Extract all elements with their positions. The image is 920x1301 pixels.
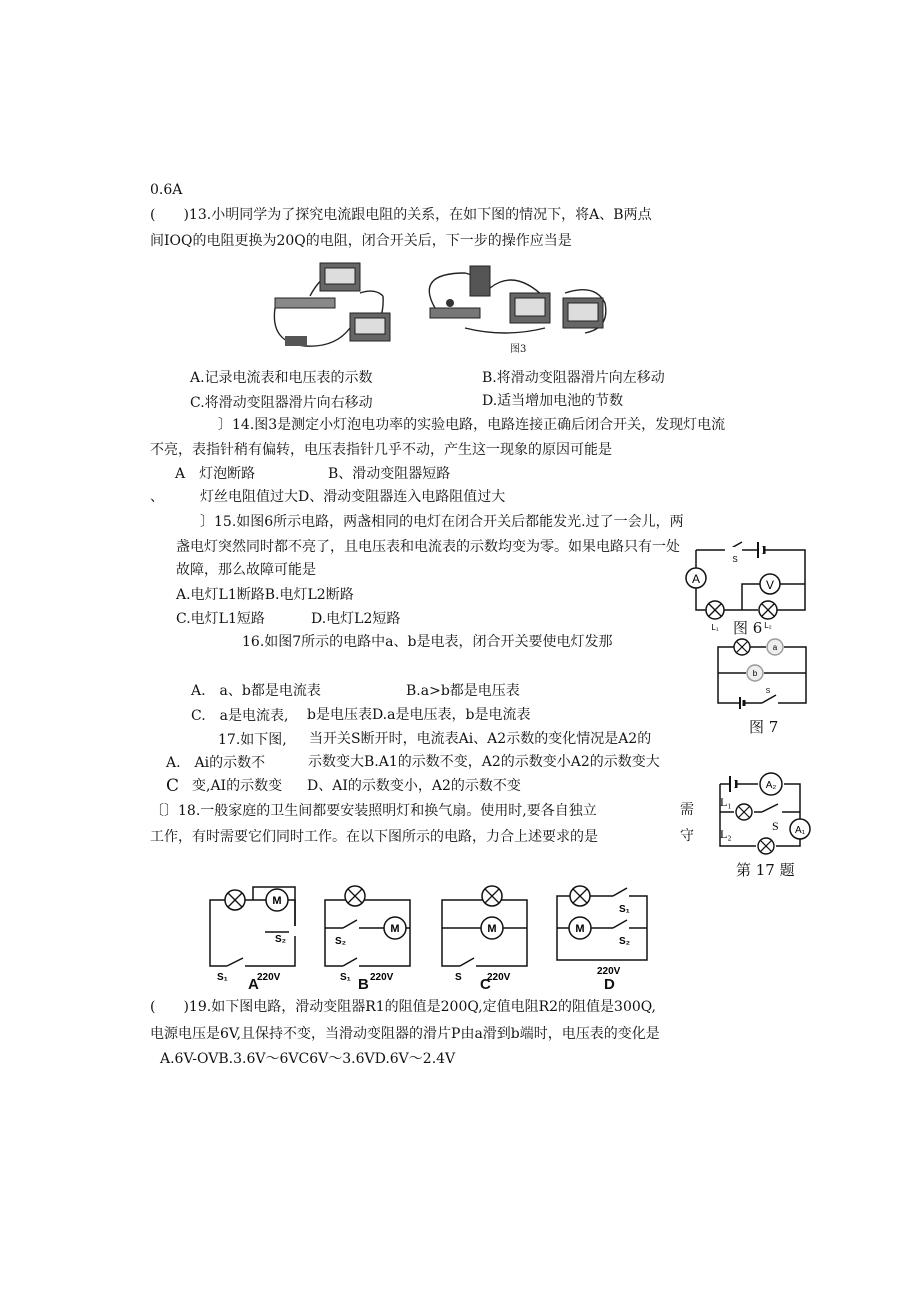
q13-apparatus-figure <box>265 258 620 358</box>
q13-option-a: A.记录电流表和电压表的示数 <box>190 370 373 386</box>
q19-options: A.6V-OVB.3.6V～6VC6V～3.6VD.6V～2.4V <box>160 1051 456 1067</box>
q14-mark: 、 <box>150 489 164 505</box>
fig17-caption: 第 17 题 <box>736 861 795 879</box>
figure-7-circuit <box>710 637 810 712</box>
fig17-a1-label: A₁ <box>794 825 806 836</box>
q17-option-a: A. Ai的示数不 <box>166 755 266 771</box>
question-18-stem-cont: 工作，有时需要它们同时工作。在以下图所示的电路，力合上述要求的是 <box>150 829 598 845</box>
fig7-switch-label: S <box>765 688 771 695</box>
question-15-stem-cont2: 故障，那么故障可能是 <box>176 562 316 578</box>
q16-option-cd: b是电压表D.a是电压表，b是电流表 <box>307 707 531 723</box>
fig6-voltmeter-label: V <box>765 578 775 592</box>
q18c-voltage-label: 220V <box>487 972 511 983</box>
question-16-stem: 16.如图7所示的电路中a、b是电表，闭合开关要使电灯发那 <box>242 634 613 650</box>
side-mark-2: 守 <box>680 828 694 844</box>
fig17-l1-label: L₁ <box>720 795 732 809</box>
q16-option-a: A. a、b都是电流表 <box>191 683 321 699</box>
fig6-ammeter-label: A <box>691 572 701 586</box>
question-14-stem: 〕14.图3是测定小灯泡电功率的实验电路，电路连接正确后闭合开关，发现灯电流 <box>218 417 726 433</box>
question-13-stem: ( )13.小明同学为了探究电流跟电阻的关系，在如下图的情况下，将A、B两点 <box>150 207 652 223</box>
q14-option-b: B、滑动变阻器短路 <box>328 466 451 482</box>
q18a-motor-label: M <box>272 895 282 907</box>
question-15-stem-cont: 盏电灯突然同时都不亮了，且电压表和电流表的示数均变为零。如果电路只有一处 <box>176 539 680 555</box>
q18b-voltage-label: 220V <box>370 972 394 983</box>
fig6-caption: 图 6 <box>733 619 763 637</box>
fig17-switch-label: S <box>772 819 779 833</box>
fig6-switch-label: S <box>732 555 738 564</box>
fig6-l2-label: L₂ <box>764 621 772 630</box>
q18d-s2-label: S₂ <box>619 936 631 947</box>
question-18-stem: 〔〕18.一般家庭的卫生间都要安装照明灯和换气扇。使用时,要各自独立 <box>150 803 597 819</box>
question-15-stem: 〕15.如图6所示电路，两盏相同的电灯在闭合开关后都能发光.过了一会儿，两 <box>200 514 684 530</box>
q14-option-a: A 灯泡断路 <box>175 466 256 482</box>
q18-choice-d: D <box>604 976 615 993</box>
fig17-l2-label: L₂ <box>720 827 732 841</box>
q14-option-cd: 灯丝电阻值过大D、滑动变阻器连入电路阻值过大 <box>200 489 506 505</box>
fig7-meter-b-label: b <box>752 669 758 678</box>
q17-option-c: 变,AI的示数变 <box>192 778 283 794</box>
q18b-motor-label: M <box>390 923 400 935</box>
fig6-l1-label: L₁ <box>711 623 719 632</box>
q16-option-b: B.a>b都是电压表 <box>406 683 520 699</box>
q15-option-d: D.电灯L2短路 <box>311 611 401 627</box>
q13-option-b: B.将滑动变阻器滑片向左移动 <box>482 370 665 386</box>
q18a-s2-label: S₂ <box>275 934 287 945</box>
figure-17-circuit <box>700 770 815 855</box>
q18-circuit-choices <box>205 882 665 992</box>
q18a-voltage-label: 220V <box>257 972 281 983</box>
fig17-a2-label: A₂ <box>765 780 777 791</box>
q18a-s1-label: S₁ <box>217 972 228 983</box>
q13-option-c: C.将滑动变阻器滑片向右移动 <box>190 395 373 411</box>
question-14-stem-cont: 不亮，表指针稍有偏转，电压表指针几乎不动，产生这一现象的原因可能是 <box>150 442 612 458</box>
fig3-caption: 图3 <box>510 344 527 355</box>
side-mark-1: 需 <box>680 802 694 818</box>
text-line: 0.6A <box>150 182 183 198</box>
question-19-stem: ( )19.如下图电路，滑动变阻器R1的阻值是200Q,定值电阻R2的阻值是300Q, <box>150 999 656 1015</box>
question-13-stem-cont: 间IOQ的电阻更换为20Q的电阻，闭合开关后，下一步的操作应当是 <box>150 233 572 249</box>
q18c-motor-label: M <box>487 923 497 935</box>
question-17-stem: 17.如下图, <box>218 732 287 748</box>
q18-choice-a: A <box>248 976 259 993</box>
q18c-s-label: S <box>455 972 462 983</box>
q18-choice-c: C <box>480 976 491 993</box>
question-19-stem-cont: 电源电压是6V,且保持不变，当滑动变阻器的滑片P由a滑到b端时，电压表的变化是 <box>150 1026 660 1042</box>
q15-option-ab: A.电灯L1断路B.电灯L2断路 <box>176 587 354 603</box>
q17-option-ab: 示数变大B.A1的示数不变，A2的示数变小A2的示数变大 <box>308 754 660 770</box>
q16-option-c: C. a是电流表, <box>191 708 289 724</box>
fig7-caption: 图 7 <box>749 718 779 736</box>
q18b-s2-label: S₂ <box>335 936 347 947</box>
q13-option-d: D.适当增加电池的节数 <box>482 393 624 409</box>
q17-option-c-letter: C <box>166 776 180 796</box>
question-17-stem-cont: 当开关S断开时，电流表Ai、A2示数的变化情况是A2的 <box>309 731 652 747</box>
q15-option-c: C.电灯L1短路 <box>176 611 265 627</box>
q18b-s1-label: S₁ <box>340 972 351 983</box>
q18-choice-b: B <box>358 976 369 993</box>
q18d-s1-label: S₁ <box>619 904 630 915</box>
fig7-meter-a-label: a <box>772 643 778 652</box>
q18d-voltage-label: 220V <box>597 966 621 977</box>
q17-option-d: D、AI的示数变小，A2的示数不变 <box>307 778 521 794</box>
q18d-motor-label: M <box>575 923 585 935</box>
